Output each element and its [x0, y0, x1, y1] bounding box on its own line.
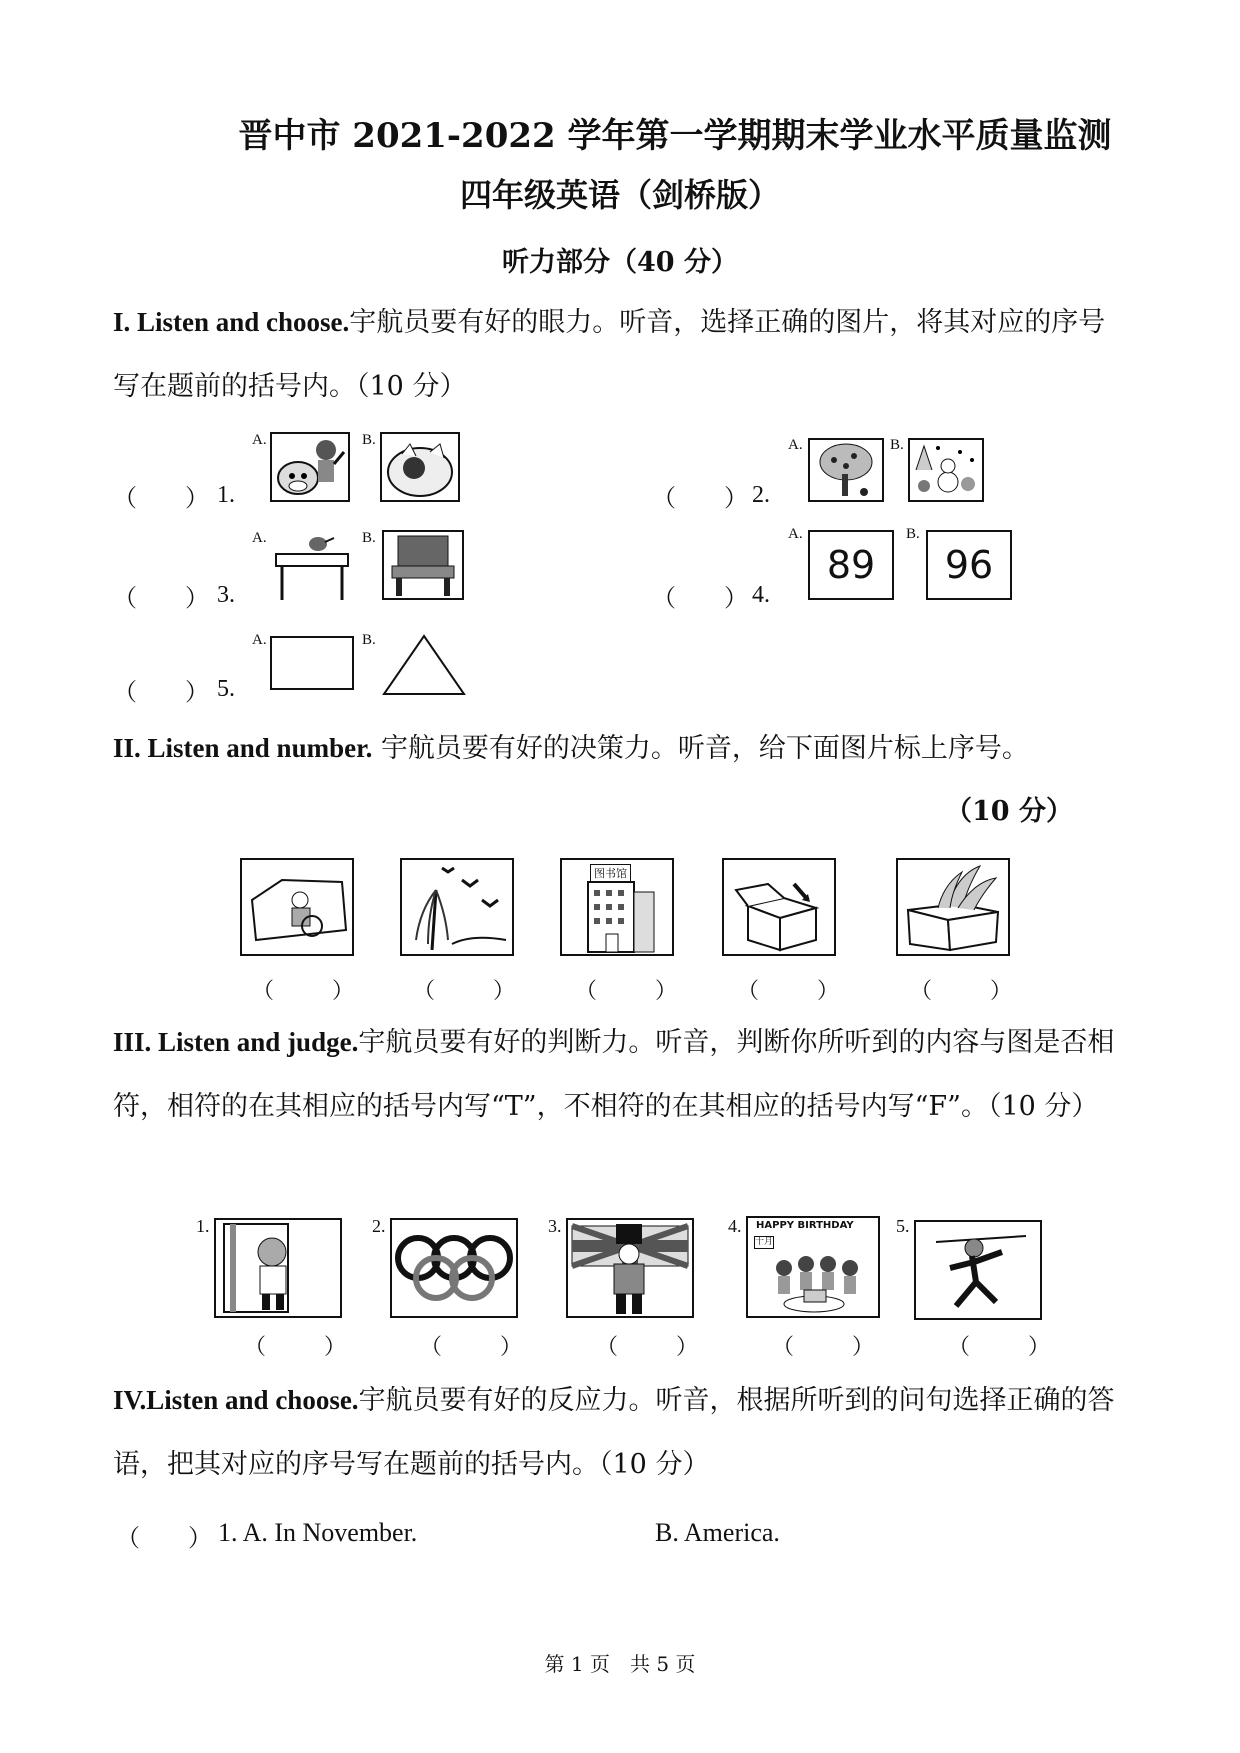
option-a-letter: A. [252, 432, 267, 448]
section2-score: （10 分） [945, 796, 1073, 827]
question-label-q1: 1. [217, 482, 235, 508]
olympic-rings-picture [390, 1218, 518, 1318]
snowman-winter-picture [908, 438, 984, 502]
option-a-letter: A. [788, 526, 803, 542]
answer-paren-q1[interactable]: （ ） [113, 486, 209, 512]
question-label-q2: 2. [752, 482, 770, 508]
judge-paren-4[interactable]: （ ） [772, 1334, 893, 1359]
person-in-car-picture [240, 858, 354, 956]
javelin-thrower-picture [914, 1220, 1042, 1320]
triangle-shape [382, 634, 466, 696]
boy-at-door-picture [214, 1218, 342, 1318]
answer-paren-q2[interactable]: （ ） [652, 486, 748, 512]
chair-picture [382, 530, 464, 600]
number-89-card: 89 [808, 530, 894, 600]
section1-heading-cn: 宇航员要有好的眼力。听音，选择正确的图片，将其对应的序号写在题前的括号内。（10 分） [113, 307, 1106, 402]
option-a-letter: A. [252, 530, 267, 546]
judge-item-label-2: 2. [372, 1216, 386, 1236]
section1-heading [113, 290, 1123, 419]
section2-heading [113, 716, 1123, 781]
judge-paren-3[interactable]: （ ） [596, 1334, 717, 1359]
exam-subtitle: 四年级英语（剑桥版） [459, 176, 780, 214]
section3-heading [113, 1010, 1123, 1139]
bananas-box-picture [896, 858, 1010, 956]
section4-heading-cn: 宇航员要有好的反应力。听音，根据所听到的问句选择正确的答语，把其对应的序号写在题前的括号内。（10 分） [113, 1385, 1115, 1480]
question-label-q3: 3. [217, 582, 235, 608]
option-b-letter: B. [362, 530, 376, 546]
egg-picture [380, 432, 460, 502]
iv-q1-option-b: B. America. [655, 1518, 780, 1547]
answer-paren-q3[interactable]: （ ） [113, 586, 209, 612]
answer-paren-q5[interactable]: （ ） [113, 680, 209, 706]
option-b-letter: B. [362, 432, 376, 448]
section4-heading-en: IV.Listen and choose. [113, 1385, 359, 1415]
birthday-banner-text: HAPPY BIRTHDAY [756, 1220, 854, 1231]
section1-heading-en: I. Listen and choose. [113, 307, 350, 337]
number-paren-3[interactable]: （ ） [575, 978, 696, 1003]
option-b-letter: B. [362, 632, 376, 648]
answer-paren-q4[interactable]: （ ） [652, 586, 748, 612]
section2-heading-cn: 宇航员要有好的决策力。听音，给下面图片标上序号。 [380, 733, 1029, 764]
judge-item-label-5: 5. [896, 1216, 910, 1236]
question-label-q4: 4. [752, 582, 770, 608]
option-b-letter: B. [906, 526, 920, 542]
judge-paren-2[interactable]: （ ） [420, 1334, 541, 1359]
section4-heading [113, 1368, 1123, 1497]
judge-item-label-1: 1. [196, 1216, 210, 1236]
cow-and-boy-picture [270, 432, 350, 502]
number-paren-4[interactable]: （ ） [737, 978, 858, 1003]
bird-on-desk-picture [270, 530, 354, 602]
question-label-q5: 5. [217, 676, 235, 702]
willow-and-swallows-picture [400, 858, 514, 956]
number-paren-1[interactable]: （ ） [252, 978, 373, 1003]
judge-paren-1[interactable]: （ ） [244, 1334, 365, 1359]
section3-heading-cn: 宇航员要有好的判断力。听音，判断你所听到的内容与图是否相符，相符的在其相应的括号内写“T”，不相符的在其相应的括号内写“F”。（10 分） [113, 1027, 1115, 1122]
listening-part-title: 听力部分（40 分） [502, 247, 738, 278]
judge-item-label-4: 4. [728, 1216, 742, 1236]
iv-q1-option-a: 1. A. In November. [218, 1518, 418, 1547]
rectangle-shape [270, 636, 354, 690]
section2-heading-en: II. Listen and number. [113, 733, 373, 763]
apple-tree-picture [808, 438, 884, 502]
answer-paren-iv-q1[interactable]: （ ） [116, 1526, 212, 1552]
british-guard-picture [566, 1218, 694, 1318]
library-sign: 图书馆 [590, 864, 631, 882]
exam-title: 晋中市 2021-2022 学年第一学期期末学业水平质量监测 [238, 116, 1112, 156]
option-b-letter: B. [890, 437, 904, 453]
judge-item-label-3: 3. [548, 1216, 562, 1236]
option-a-letter: A. [252, 632, 267, 648]
number-96-card: 96 [926, 530, 1012, 600]
calendar-october: 十月 [755, 1237, 774, 1247]
number-paren-5[interactable]: （ ） [910, 978, 1031, 1003]
birthday-party-picture [746, 1216, 880, 1318]
open-box-picture [722, 858, 836, 956]
option-a-letter: A. [788, 437, 803, 453]
judge-paren-5[interactable]: （ ） [948, 1334, 1069, 1359]
section3-heading-en: III. Listen and judge. [113, 1027, 359, 1057]
library-building-picture [560, 858, 674, 956]
page-number: 第 1 页 共 5 页 [544, 1652, 696, 1676]
number-paren-2[interactable]: （ ） [413, 978, 534, 1003]
